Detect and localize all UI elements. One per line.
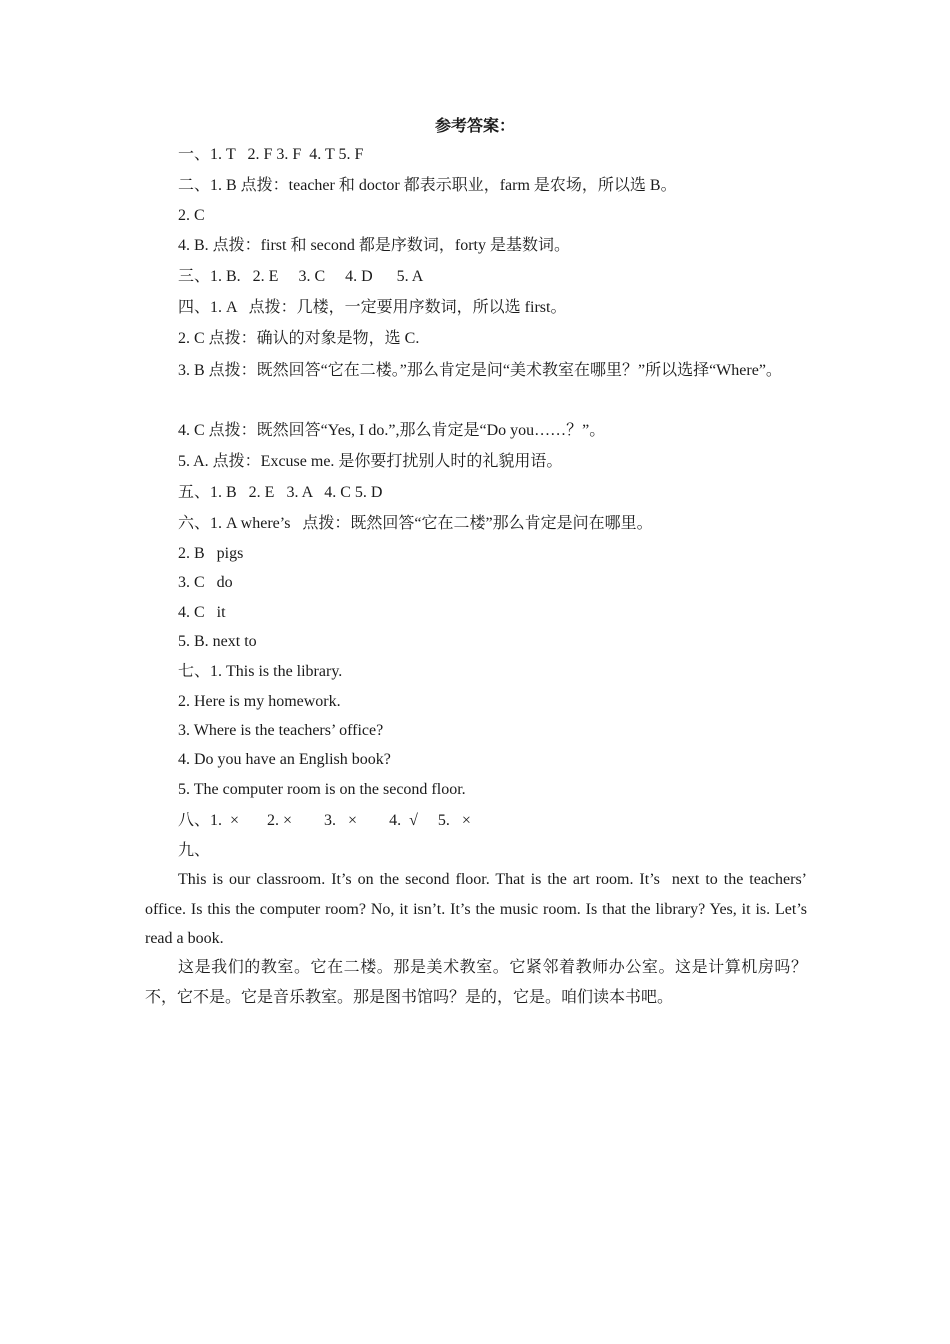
answer-line-4: 4. B. 点拨：first 和 second 都是序数词，forty 是基数词。 xyxy=(178,237,570,254)
answer-line-3: 2. C xyxy=(178,207,205,224)
answer-line-23: 九、 xyxy=(178,842,211,859)
page-title: 参考答案： xyxy=(434,118,515,135)
answer-line-17: 七、1. This is the library. xyxy=(178,663,343,680)
answer-line-1: 一、1. T 2. F 3. F 4. T 5. F xyxy=(178,146,364,163)
answer-line-6: 四、1. A 点拨：几楼，一定要用序数词，所以选 first。 xyxy=(178,299,567,316)
answer-line-8: 3. B 点拨：既然回答“它在二楼。”那么肯定是问“美术教室在哪里？”所以选择“Where”。 xyxy=(178,362,782,379)
answer-line-22: 八、1. × 2. × 3. × 4. √ 5. × xyxy=(178,812,471,829)
answer-line-12: 六、1. A where’s 点拨：既然回答“它在二楼”那么肯定是问在哪里。 xyxy=(178,515,653,532)
answer-line-7: 2. C 点拨：确认的对象是物，选 C. xyxy=(178,330,420,347)
answer-line-14: 3. C do xyxy=(178,574,233,591)
answer-line-16: 5. B. next to xyxy=(178,633,257,650)
answer-line-11: 五、1. B 2. E 3. A 4. C 5. D xyxy=(178,484,383,501)
answer-line-19: 3. Where is the teachers’ office? xyxy=(178,722,384,739)
passage-chinese: 这是我们的教室。它在二楼。那是美术教室。它紧邻着教师办公室。这是计算机房吗？不，它不是。它是音乐教室。那是图书馆吗？是的，它是。咱们读本书吧。 xyxy=(145,959,807,1006)
answer-line-18: 2. Here is my homework. xyxy=(178,693,341,710)
answer-line-21: 5. The computer room is on the second floor. xyxy=(178,781,466,798)
answer-line-10: 5. A. 点拨：Excuse me. 是你要打扰别人时的礼貌用语。 xyxy=(178,453,563,470)
answer-line-20: 4. Do you have an English book? xyxy=(178,751,391,768)
answer-line-2: 二、1. B 点拨：teacher 和 doctor 都表示职业，farm 是农场，所以选 B。 xyxy=(178,177,677,194)
passage-english: This is our classroom. It’s on the second floor. That is the art room. It’s next to the teachers’ office. Is this the computer room? No, it isn’t. It’s the music room. Is that the library? Yes, it is. Let’s read a book. xyxy=(145,871,811,947)
answer-line-9: 4. C 点拨：既然回答“Yes, I do.”,那么肯定是“Do you……？”。 xyxy=(178,422,606,439)
answer-line-13: 2. B pigs xyxy=(178,545,244,562)
answer-line-15: 4. C it xyxy=(178,604,226,621)
answer-line-5: 三、1. B. 2. E 3. C 4. D 5. A xyxy=(178,268,424,285)
